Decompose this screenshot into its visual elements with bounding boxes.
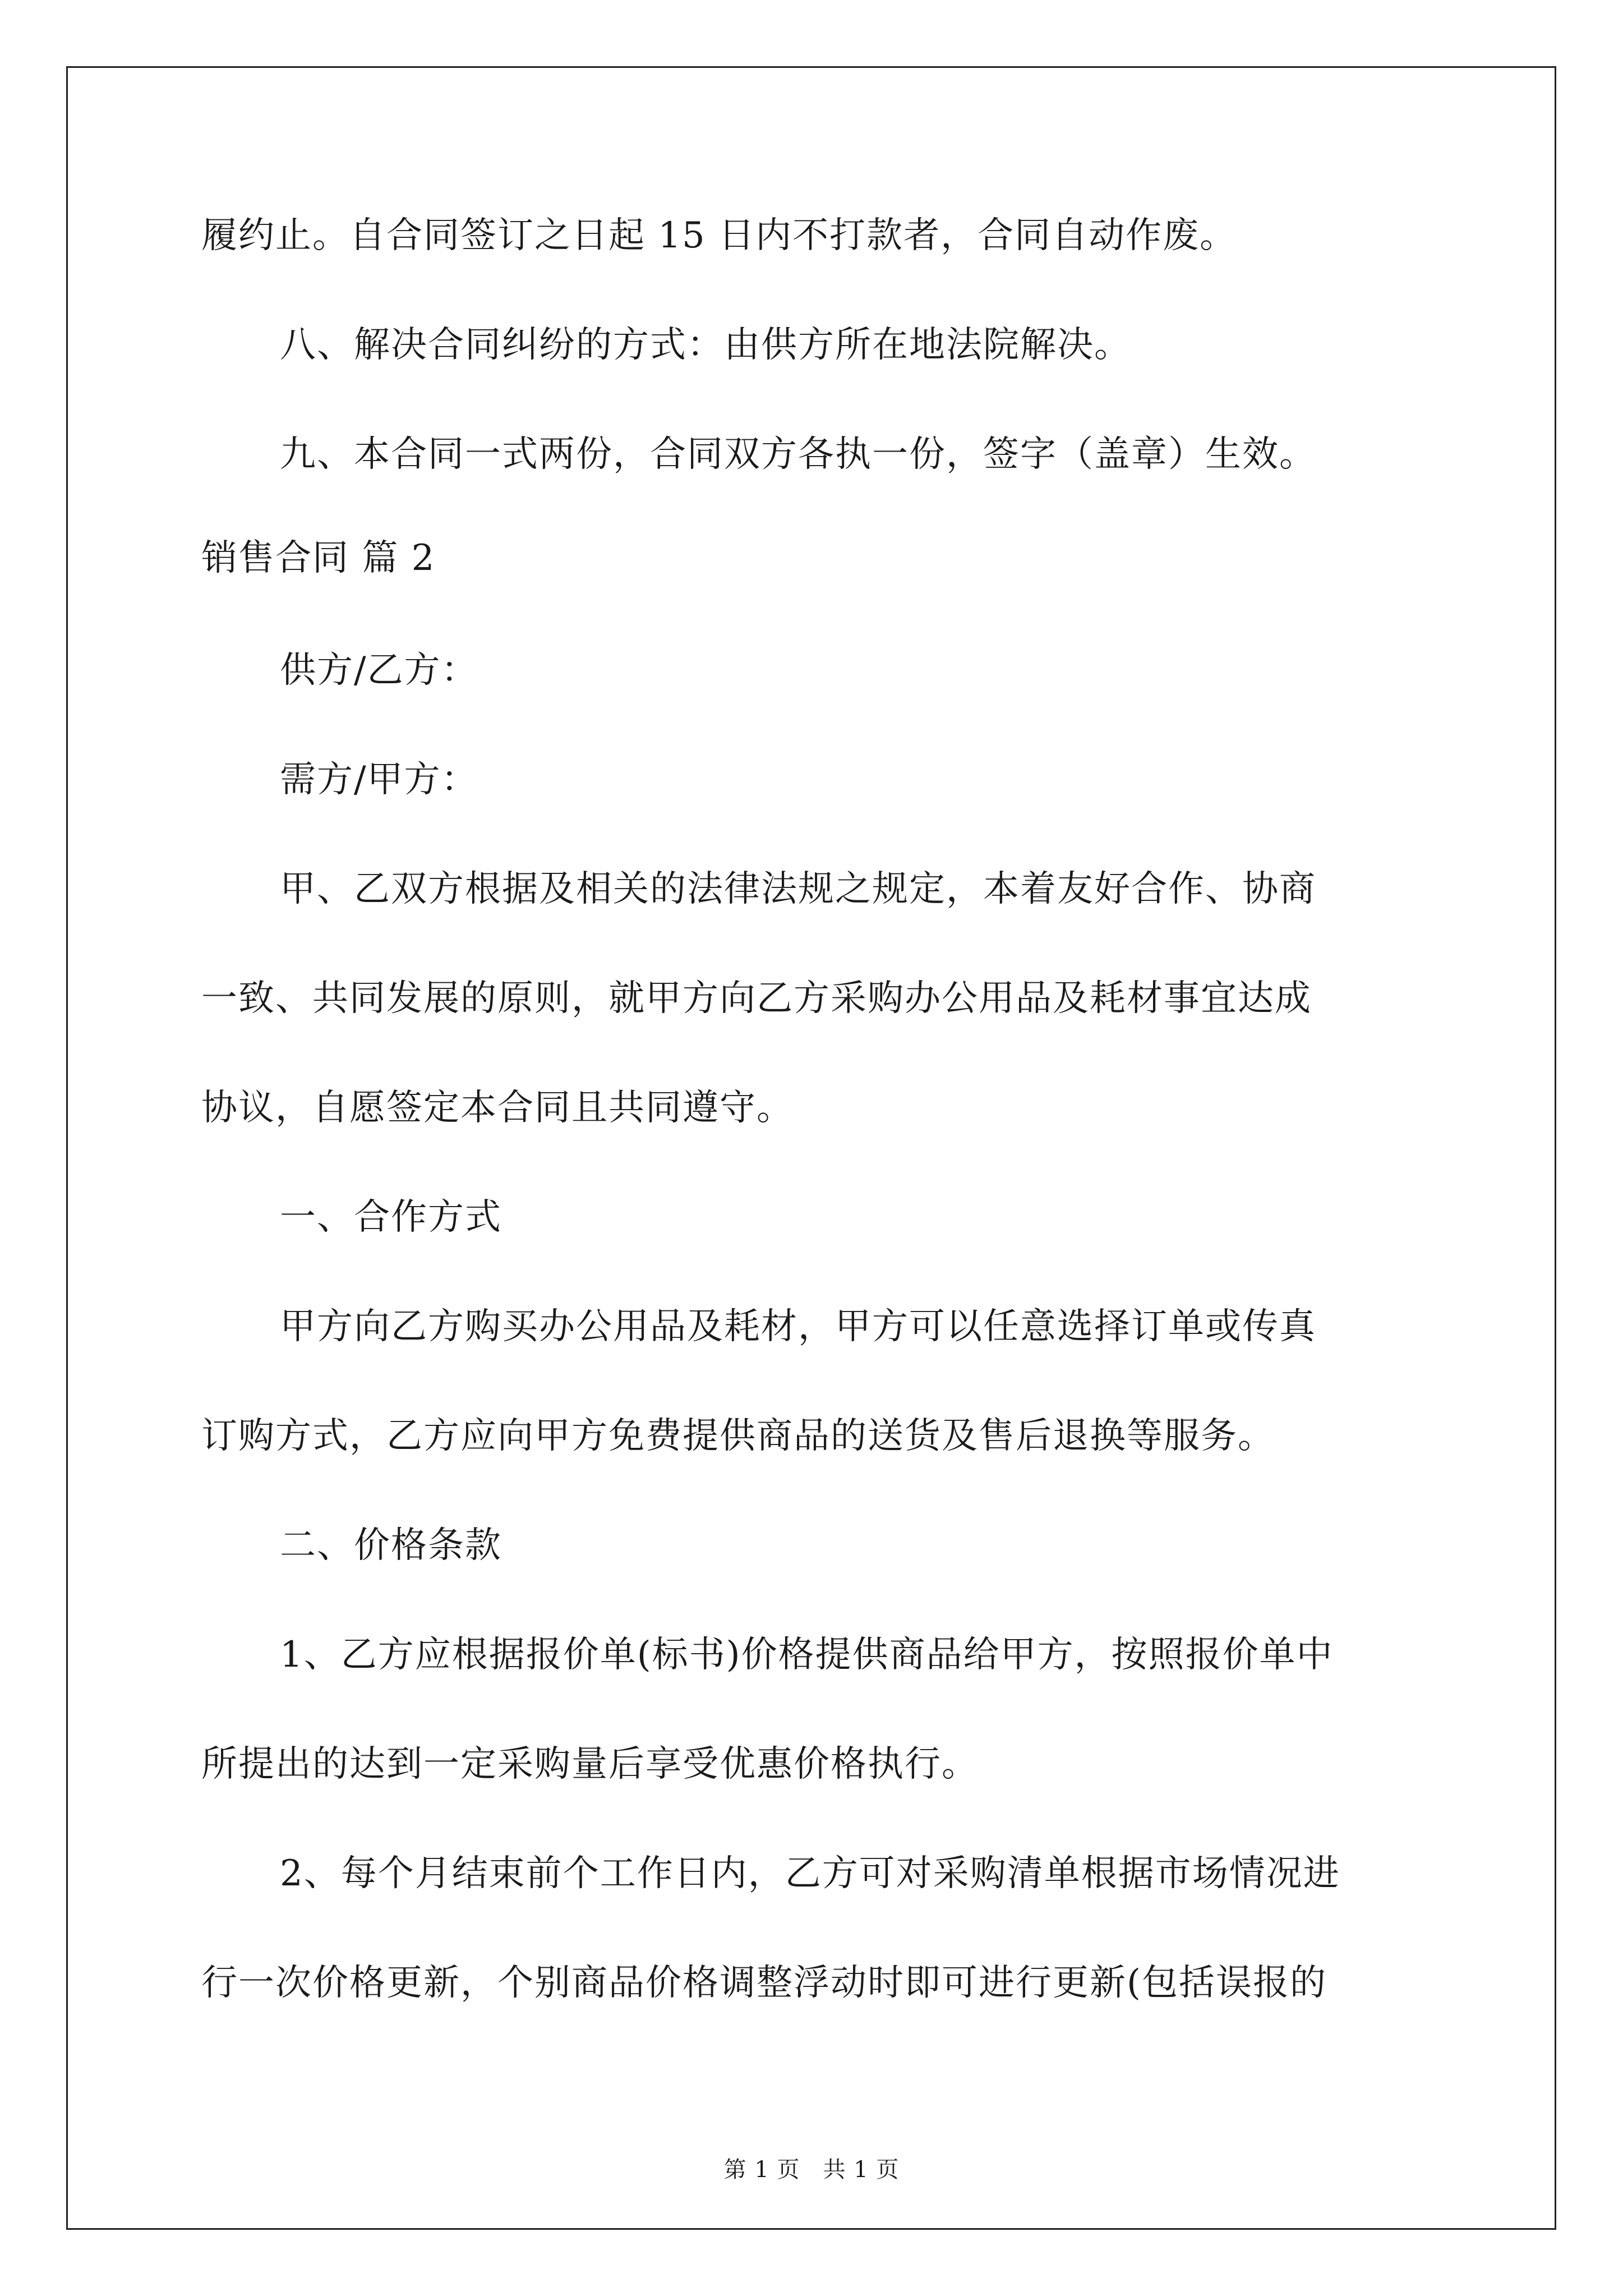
paragraph-line: 订购方式，乙方应向甲方免费提供商品的送货及售后退换等服务。 (201, 1415, 1275, 1457)
paragraph-line: 甲方向乙方购买办公用品及耗材，甲方可以任意选择订单或传真 (280, 1306, 1316, 1347)
paragraph-line: 协议，自愿签定本合同且共同遵守。 (201, 1087, 794, 1129)
page-number: 第 1 页 共 1 页 (723, 2157, 900, 2183)
paragraph-line: 2、每个月结束前个工作日内，乙方可对采购清单根据市场情况进 (280, 1853, 1340, 1894)
page-frame (66, 66, 1556, 2230)
paragraph-line: 一致、共同发展的原则，就甲方向乙方采购办公用品及耗材事宜达成 (201, 978, 1312, 1019)
clause-heading: 二、价格条款 (280, 1525, 502, 1566)
paragraph-line: 1、乙方应根据报价单(标书)价格提供商品给甲方，按照报价单中 (280, 1634, 1334, 1676)
section-heading: 销售合同 篇 2 (201, 537, 436, 579)
paragraph-line: 行一次价格更新，个别商品价格调整浮动时即可进行更新(包括误报的 (201, 1962, 1327, 2004)
clause-9: 九、本合同一式两份，合同双方各执一份，签字（盖章）生效。 (280, 434, 1316, 475)
paragraph-line: 所提出的达到一定采购量后享受优惠价格执行。 (201, 1743, 979, 1785)
buyer-field: 需方/甲方： (280, 759, 478, 800)
clause-heading: 一、合作方式 (280, 1197, 502, 1238)
paragraph-line: 甲、乙双方根据及相关的法律法规之规定，本着友好合作、协商 (280, 868, 1316, 910)
supplier-field: 供方/乙方： (280, 650, 478, 691)
clause-8: 八、解决合同纠纷的方式：由供方所在地法院解决。 (280, 324, 1131, 366)
paragraph-line: 履约止。自合同签订之日起 15 日内不打款者，合同自动作废。 (201, 215, 1237, 256)
